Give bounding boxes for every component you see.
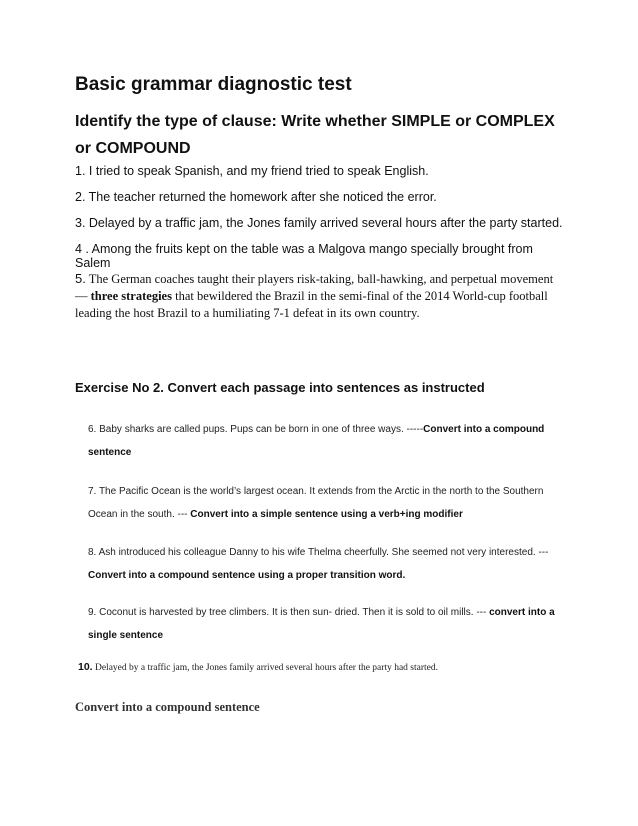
item-text: 8. Ash introduced his colleague Danny to his wife Thelma cheerfully. She seemed not very interested. --- [88, 547, 549, 558]
question-10 [78, 661, 568, 673]
exercise-item-9 [88, 601, 558, 647]
item-text: 7. The Pacific Ocean is the world’s largest ocean. It extends from the Arctic in the north to the Southern Ocean in the south. --- [88, 486, 544, 520]
question-text-continued: that bewildered the Brazil in the semi-final of the 2014 World-cup football leading the host Brazil to a humiliating 7-1 defeat in its own country. [75, 289, 548, 320]
question-text: Delayed by a traffic jam, the Jones family arrived several hours after the party had started. [92, 663, 438, 673]
bold-phrase: three strategies [90, 289, 172, 303]
exercise-item-6 [88, 418, 558, 464]
item-text: 9. Coconut is harvested by tree climbers. It is then sun- dried. Then it is sold to oil mills. --- [88, 607, 490, 618]
item-text: 6. Baby sharks are called pups. Pups can be born in one of three ways. ----- [88, 424, 424, 435]
question-1: 1. I tried to speak Spanish, and my friend tried to speak English. [75, 164, 429, 178]
question-3: 3. Delayed by a traffic jam, the Jones family arrived several hours after the party started. [75, 216, 563, 230]
item-instruction: Convert into a compound sentence [88, 424, 545, 458]
page-title: Basic grammar diagnostic test [75, 74, 352, 95]
question-4: 4 . Among the fruits kept on the table was a Malgova mango specially brought from Salem [75, 242, 533, 270]
question-text: The German coaches taught their players risk-taking, ball-hawking, and perpetual movement — [75, 272, 554, 303]
exercise-2-heading: Exercise No 2. Convert each passage into sentences as instructed [75, 380, 485, 395]
exercise-item-8 [88, 541, 558, 587]
question-number: 5. [75, 271, 86, 286]
item-instruction: Convert into a simple sentence using a verb+ing modifier [190, 509, 463, 520]
question-5 [75, 270, 568, 322]
exercise-item-7 [88, 480, 558, 526]
section-heading: Identify the type of clause: Write whether SIMPLE or COMPLEX or COMPOUND [75, 113, 555, 157]
item-instruction: convert into a single sentence [88, 607, 555, 641]
question-number: 10. [78, 661, 93, 673]
question-2: 2. The teacher returned the homework after she noticed the error. [75, 190, 437, 204]
convert-instruction: Convert into a compound sentence [75, 700, 260, 714]
item-instruction: Convert into a compound sentence using a proper transition word. [88, 570, 406, 581]
